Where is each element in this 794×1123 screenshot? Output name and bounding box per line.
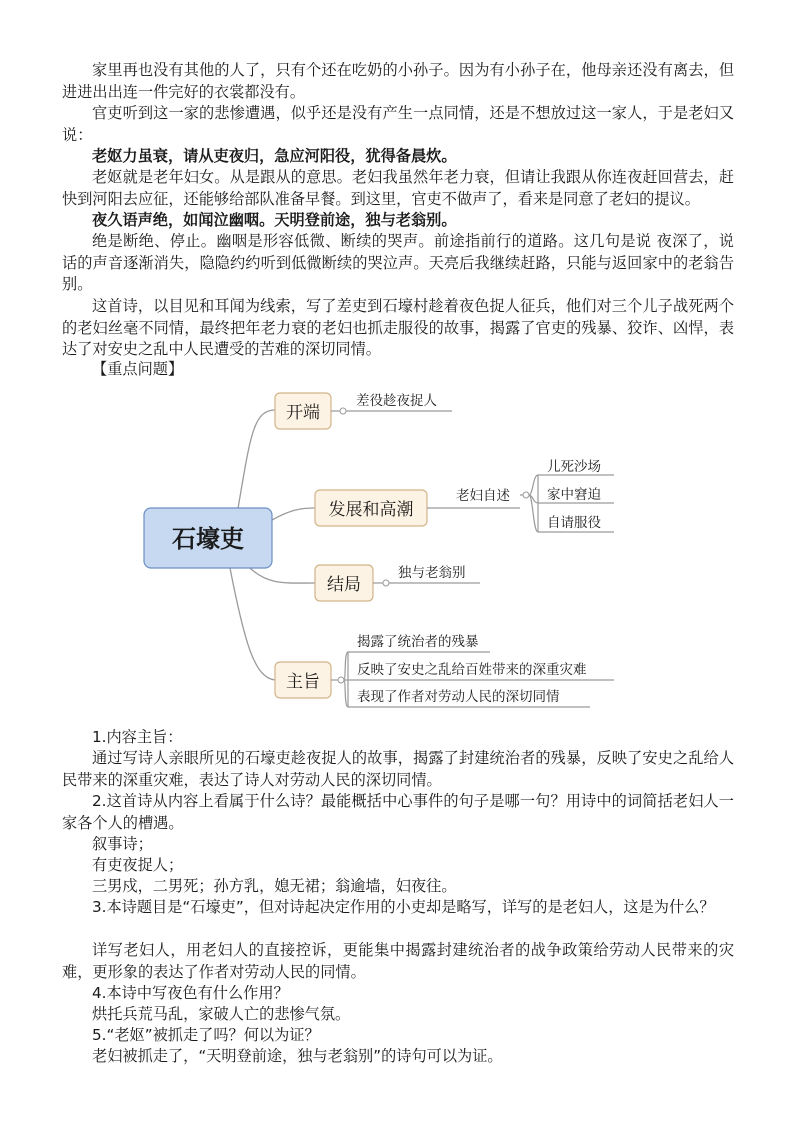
link-development bbox=[272, 508, 315, 520]
question-1: 1.内容主旨： bbox=[92, 728, 183, 746]
answer-3: 详写老妇人，用老妇人的直接控诉，更能集中揭露封建统治者的战争政策给劳动人民带来的灾难，更形象的表达了作者对劳动人民的同情。 bbox=[62, 941, 734, 981]
poem-line-2: 夜久语声绝，如闻泣幽咽。天明登前途，独与老翁别。 bbox=[92, 211, 457, 229]
leaf-development-2: 家中窘迫 bbox=[547, 487, 601, 503]
question-2: 2.这首诗从内容上看属于什么诗？最能概括中心事件的句子是哪一句？用诗中的词简括老妇人一家各个人的槽遇。 bbox=[62, 792, 734, 832]
paragraph-4: 绝是断绝、停止。幽咽是形容低微、断续的哭声。前途指前行的道路。这几句是说 夜深了，说话的声音逐渐消失，隐隐约约听到低微断续的哭泣声。天亮后我继续赶路，只能与返回家中的老翁告别。 bbox=[62, 232, 734, 293]
leaf-theme-1: 揭露了统治者的残暴 bbox=[357, 634, 479, 650]
leaf-theme-2: 反映了安史之乱给百姓带来的深重灾难 bbox=[357, 662, 587, 678]
paragraph-1: 家里再也没有其他的人了，只有个还在吃奶的小孙子。因为有小孙子在，他母亲还没有离去，但进进出出连一件完好的衣裳都没有。 bbox=[62, 61, 734, 101]
paragraph-2: 官吏听到这一家的悲惨遭遇，似乎还是没有产生一点同情，还是不想放过这一家人，于是老妇又说： bbox=[62, 104, 734, 144]
branch-development-label: 发展和高潮 bbox=[328, 500, 414, 520]
answer-1: 通过写诗人亲眼所见的石壕吏趁夜捉人的故事，揭露了封建统治者的残暴，反映了安史之乱给人民带来的深重灾难，表达了诗人对劳动人民的深切同情。 bbox=[62, 749, 734, 789]
paragraph-5: 这首诗，以目见和耳闻为线索，写了差吏到石壕村趁着夜色捉人征兵，他们对三个儿子战死两个的老妇丝毫不同情，最终把年老力衰的老妇也抓走服役的故事，揭露了官吏的残暴、狡诈、凶悍，表达了对安史之乱中人民遭受的苦难的深切同情。 bbox=[62, 297, 734, 358]
section-heading: 【重点问题】 bbox=[92, 360, 184, 378]
link-theme bbox=[230, 568, 275, 680]
question-4: 4.本诗中写夜色有什么作用？ bbox=[92, 984, 289, 1002]
branch-start-label: 开端 bbox=[286, 403, 320, 423]
leaf-theme-3: 表现了作者对劳动人民的深切同情 bbox=[357, 689, 560, 705]
leaf-development-3: 自请服役 bbox=[547, 515, 601, 531]
question-5: 5.“老妪”被抓走了吗？何以为证？ bbox=[92, 1026, 320, 1044]
leaf-ending-1: 独与老翁别 bbox=[398, 565, 466, 581]
question-3: 3.本诗题目是“石壕吏”，但对诗起决定作用的小吏却是略写，详写的是老妇人，这是为什么？ bbox=[92, 898, 715, 916]
center-node-label: 石壕吏 bbox=[172, 525, 244, 553]
branch-theme-label: 主旨 bbox=[286, 672, 320, 692]
answer-2-type: 叙事诗； bbox=[92, 835, 153, 853]
branch-ending-label: 结局 bbox=[327, 575, 361, 595]
poem-line-1: 老妪力虽衰，请从吏夜归，急应河阳役，犹得备晨炊。 bbox=[92, 147, 457, 165]
mind-map bbox=[0, 380, 794, 720]
leaf-development-1: 儿死沙场 bbox=[547, 459, 601, 475]
answer-4: 烘托兵荒马乱，家破人亡的悲惨气氛。 bbox=[92, 1005, 351, 1023]
leaf-start-1: 差役趁夜捉人 bbox=[356, 393, 437, 409]
paragraph-3: 老妪就是老年妇女。从是跟从的意思。老妇我虽然年老力衰，但请让我跟从你连夜赶回营去，赶快到河阳去应征，还能够给部队准备早餐。到这里，官吏不做声了，看来是同意了老妇的提议。 bbox=[62, 168, 734, 208]
answer-5: 老妇被抓走了，“天明登前途，独与老翁别”的诗句可以为证。 bbox=[92, 1047, 503, 1065]
link-ending bbox=[250, 568, 315, 583]
sub-node-narration: 老妇自述 bbox=[456, 488, 510, 504]
link-start bbox=[236, 410, 275, 520]
answer-2-sentence: 有吏夜捉人； bbox=[92, 856, 184, 874]
answer-2-members: 三男戍，二男死；孙方乳，媳无裙；翁逾墙，妇夜往。 bbox=[92, 877, 457, 895]
